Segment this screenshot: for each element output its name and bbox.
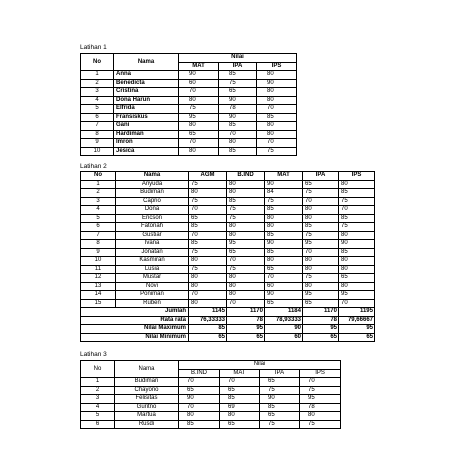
header-nama: Nama (114, 54, 179, 71)
student-name: Mustar (116, 274, 189, 283)
summary-value: 79,66667 (339, 316, 375, 325)
score-cell: 85 (265, 206, 303, 215)
score-cell: 70 (227, 257, 265, 266)
score-cell: 80 (339, 257, 375, 266)
row-number: 13 (81, 282, 116, 291)
score-cell: 80 (303, 206, 339, 215)
table-row (81, 130, 297, 139)
score-cell: 65 (265, 299, 303, 308)
score-cell: 84 (265, 189, 303, 198)
table-row (81, 189, 375, 198)
table-row (81, 386, 341, 395)
row-number: 7 (81, 231, 116, 240)
score-cell: 65 (220, 420, 260, 429)
score-cell: 85 (257, 113, 297, 122)
student-name: Kasmiran (116, 257, 189, 266)
student-name: Lusia (116, 265, 189, 274)
table-row (81, 257, 375, 266)
score-cell: 85 (179, 420, 220, 429)
score-cell: 65 (303, 180, 339, 189)
table-row (81, 265, 375, 274)
score-cell: 85 (189, 223, 227, 232)
score-cell: 70 (257, 105, 297, 114)
header-subject: B.IND (179, 369, 220, 378)
score-cell: 70 (339, 299, 375, 308)
score-cell: 85 (219, 122, 257, 131)
score-cell: 80 (339, 282, 375, 291)
score-cell: 80 (189, 257, 227, 266)
latihan-1-title: Latihan 1 (80, 44, 107, 51)
header-subject: B.IND (227, 172, 265, 181)
table-row (81, 214, 375, 223)
table-row (81, 206, 375, 215)
summary-row (81, 333, 375, 342)
table-row (81, 299, 375, 308)
score-cell: 80 (300, 412, 341, 421)
score-cell: 80 (189, 274, 227, 283)
summary-value: 95 (303, 325, 339, 334)
student-name: Caprio (116, 197, 189, 206)
score-cell: 80 (303, 214, 339, 223)
student-name: Poniman (116, 291, 189, 300)
score-cell: 80 (227, 223, 265, 232)
score-cell: 75 (219, 79, 257, 88)
score-cell: 60 (179, 79, 219, 88)
table-row (81, 105, 297, 114)
summary-label: Jumlah (81, 308, 189, 317)
score-cell: 80 (189, 299, 227, 308)
score-cell: 75 (227, 265, 265, 274)
row-number: 5 (81, 214, 116, 223)
row-number: 1 (81, 71, 114, 80)
summary-row (81, 316, 375, 325)
score-cell: 80 (339, 231, 375, 240)
score-cell: 90 (265, 240, 303, 249)
summary-value: 1184 (265, 308, 303, 317)
row-number: 2 (81, 386, 115, 395)
student-name: Guritno (115, 403, 179, 412)
student-name: Benedicta (114, 79, 179, 88)
row-number: 3 (81, 197, 116, 206)
score-cell: 70 (189, 231, 227, 240)
student-name: Chayono (115, 386, 179, 395)
score-cell: 95 (227, 240, 265, 249)
row-number: 5 (81, 105, 114, 114)
score-cell: 80 (219, 139, 257, 148)
summary-value: 95 (227, 325, 265, 334)
row-number: 14 (81, 291, 116, 300)
score-cell: 80 (179, 412, 220, 421)
score-cell: 85 (339, 248, 375, 257)
row-number: 1 (81, 378, 115, 387)
score-cell: 80 (179, 122, 219, 131)
student-name: Ariyuda (116, 180, 189, 189)
score-cell: 85 (339, 189, 375, 198)
table-row (81, 282, 375, 291)
header-nilai: Nilai (179, 361, 341, 370)
row-number: 8 (81, 240, 116, 249)
row-number: 10 (81, 257, 116, 266)
score-cell: 70 (189, 291, 227, 300)
row-number: 4 (81, 403, 115, 412)
score-cell: 75 (303, 189, 339, 198)
score-cell: 80 (257, 130, 297, 139)
header-subject: IPA (260, 369, 300, 378)
table-row (81, 403, 341, 412)
score-cell: 80 (265, 223, 303, 232)
table-row (81, 395, 341, 404)
row-number: 2 (81, 189, 116, 198)
score-cell: 70 (265, 274, 303, 283)
score-cell: 70 (300, 378, 341, 387)
summary-value: 65 (303, 333, 339, 342)
header-nama: Nama (115, 361, 179, 378)
score-cell: 75 (339, 223, 375, 232)
score-cell: 85 (260, 403, 300, 412)
score-cell: 75 (303, 231, 339, 240)
summary-value: 78,93333 (265, 316, 303, 325)
student-name: Gustiar (116, 231, 189, 240)
student-name: Imron (114, 139, 179, 148)
header-subject: IPA (303, 172, 339, 181)
student-name: Dona Harun (114, 96, 179, 105)
table-row (81, 197, 375, 206)
score-cell: 70 (179, 139, 219, 148)
score-cell: 70 (227, 299, 265, 308)
student-name: Ericson (116, 214, 189, 223)
table-row (81, 420, 341, 429)
score-cell: 90 (179, 71, 219, 80)
row-number: 5 (81, 412, 115, 421)
score-cell: 65 (260, 378, 300, 387)
latihan-2-table (80, 171, 375, 342)
score-cell: 69 (220, 403, 260, 412)
summary-value: 76,33333 (189, 316, 227, 325)
row-number: 6 (81, 223, 116, 232)
student-name: Novi (116, 282, 189, 291)
score-cell: 75 (265, 197, 303, 206)
header-subject: MAT (179, 62, 219, 71)
score-cell: 90 (179, 395, 220, 404)
row-number: 4 (81, 206, 116, 215)
header-subject: IPA (219, 62, 257, 71)
header-subject: MAT (265, 172, 303, 181)
header-subject: AGM (189, 172, 227, 181)
table-row (81, 240, 375, 249)
score-cell: 75 (189, 248, 227, 257)
header-no: No (81, 361, 115, 378)
table-row (81, 122, 297, 131)
score-cell: 70 (303, 197, 339, 206)
table-row (81, 378, 341, 387)
score-cell: 65 (220, 386, 260, 395)
row-number: 3 (81, 88, 114, 97)
score-cell: 85 (265, 248, 303, 257)
score-cell: 75 (179, 105, 219, 114)
header-nilai: Nilai (179, 54, 297, 63)
row-number: 1 (81, 180, 116, 189)
score-cell: 85 (339, 214, 375, 223)
table-row (81, 96, 297, 105)
summary-label: Rata rata (81, 316, 189, 325)
student-name: Rusdi (115, 420, 179, 429)
summary-value: 65 (189, 333, 227, 342)
score-cell: 70 (179, 378, 220, 387)
student-name: Jonatan (116, 248, 189, 257)
table-row (81, 147, 297, 156)
score-cell: 65 (227, 248, 265, 257)
summary-value: 65 (227, 333, 265, 342)
score-cell: 80 (339, 265, 375, 274)
score-cell: 80 (303, 282, 339, 291)
score-cell: 80 (257, 122, 297, 131)
header-subject: IPS (339, 172, 375, 181)
score-cell: 80 (227, 180, 265, 189)
row-number: 12 (81, 274, 116, 283)
score-cell: 80 (220, 412, 260, 421)
table-row (81, 113, 297, 122)
summary-row (81, 325, 375, 334)
score-cell: 90 (339, 240, 375, 249)
summary-value: 60 (265, 333, 303, 342)
score-cell: 70 (257, 139, 297, 148)
score-cell: 70 (303, 248, 339, 257)
score-cell: 80 (179, 147, 219, 156)
score-cell: 85 (220, 395, 260, 404)
student-name: Ivana (116, 240, 189, 249)
summary-value: 95 (339, 325, 375, 334)
student-name: Elfrida (114, 105, 179, 114)
student-name: Dona (116, 206, 189, 215)
score-cell: 75 (189, 265, 227, 274)
score-cell: 80 (303, 265, 339, 274)
table-row (81, 291, 375, 300)
summary-value: 1170 (227, 308, 265, 317)
score-cell: 75 (227, 214, 265, 223)
score-cell: 80 (339, 180, 375, 189)
row-number: 4 (81, 96, 114, 105)
score-cell: 95 (339, 291, 375, 300)
student-name: Cristina (114, 88, 179, 97)
score-cell: 75 (257, 147, 297, 156)
score-cell: 75 (300, 420, 341, 429)
row-number: 6 (81, 113, 114, 122)
student-name: Jesica (114, 147, 179, 156)
score-cell: 80 (179, 96, 219, 105)
score-cell: 65 (189, 214, 227, 223)
score-cell: 80 (189, 282, 227, 291)
score-cell: 80 (303, 257, 339, 266)
score-cell: 65 (303, 299, 339, 308)
summary-label: Nilai Maximum (81, 325, 189, 334)
student-name: Felisitas (115, 395, 179, 404)
row-number: 11 (81, 265, 116, 274)
score-cell: 75 (227, 206, 265, 215)
score-cell: 90 (257, 79, 297, 88)
latihan-1-table (80, 53, 297, 156)
summary-value: 78 (303, 316, 339, 325)
student-name: Martua (115, 412, 179, 421)
score-cell: 75 (260, 386, 300, 395)
header-no: No (81, 172, 116, 181)
score-cell: 75 (300, 386, 341, 395)
score-cell: 85 (227, 197, 265, 206)
row-number: 10 (81, 147, 114, 156)
row-number: 2 (81, 79, 114, 88)
table-row (81, 139, 297, 148)
summary-value: 1195 (339, 308, 375, 317)
score-cell: 70 (339, 206, 375, 215)
row-number: 8 (81, 130, 114, 139)
summary-value: 1145 (189, 308, 227, 317)
row-number: 15 (81, 299, 116, 308)
score-cell: 65 (260, 412, 300, 421)
score-cell: 85 (265, 231, 303, 240)
score-cell: 60 (265, 282, 303, 291)
student-name: Fransiskus (114, 113, 179, 122)
table-row (81, 274, 375, 283)
score-cell: 85 (189, 240, 227, 249)
row-number: 3 (81, 395, 115, 404)
score-cell: 65 (265, 265, 303, 274)
header-subject: IPS (300, 369, 341, 378)
latihan-2-title: Latihan 2 (80, 163, 107, 170)
table-row (81, 231, 375, 240)
row-number: 6 (81, 420, 115, 429)
score-cell: 70 (219, 130, 257, 139)
score-cell: 75 (189, 180, 227, 189)
row-number: 9 (81, 139, 114, 148)
score-cell: 65 (339, 274, 375, 283)
score-cell: 80 (265, 257, 303, 266)
summary-label: Nilai Minimum (81, 333, 189, 342)
score-cell: 65 (179, 386, 220, 395)
score-cell: 80 (257, 71, 297, 80)
summary-value: 78 (227, 316, 265, 325)
score-cell: 90 (219, 96, 257, 105)
score-cell: 95 (300, 395, 341, 404)
header-subject: IPS (257, 62, 297, 71)
table-row (81, 412, 341, 421)
latihan-3-title: Latihan 3 (80, 351, 107, 358)
score-cell: 65 (179, 130, 219, 139)
summary-value: 85 (189, 325, 227, 334)
table-row (81, 248, 375, 257)
header-nama: Nama (116, 172, 189, 181)
score-cell: 75 (303, 274, 339, 283)
score-cell: 90 (265, 180, 303, 189)
student-name: Ruben (116, 299, 189, 308)
table-row (81, 71, 297, 80)
score-cell: 80 (227, 282, 265, 291)
score-cell: 75 (189, 197, 227, 206)
summary-value: 90 (265, 325, 303, 334)
student-name: Hardiman (114, 130, 179, 139)
student-name: Gani (114, 122, 179, 131)
score-cell: 80 (265, 214, 303, 223)
score-cell: 78 (219, 105, 257, 114)
score-cell: 78 (300, 403, 341, 412)
row-number: 9 (81, 248, 116, 257)
score-cell: 80 (227, 291, 265, 300)
student-name: Fatonah (116, 223, 189, 232)
score-cell: 95 (303, 291, 339, 300)
score-cell: 85 (219, 71, 257, 80)
row-number: 7 (81, 122, 114, 131)
summary-value: 65 (339, 333, 375, 342)
score-cell: 70 (220, 378, 260, 387)
score-cell: 80 (257, 88, 297, 97)
score-cell: 90 (265, 291, 303, 300)
table-row (81, 180, 375, 189)
student-name: Budiman (115, 378, 179, 387)
header-subject: MAT (220, 369, 260, 378)
summary-value: 1170 (303, 308, 339, 317)
student-name: Budiman (116, 189, 189, 198)
score-cell: 70 (189, 206, 227, 215)
score-cell: 75 (339, 197, 375, 206)
table-row (81, 79, 297, 88)
score-cell: 70 (179, 88, 219, 97)
score-cell: 80 (227, 231, 265, 240)
student-name: Anna (114, 71, 179, 80)
score-cell: 95 (179, 113, 219, 122)
score-cell: 80 (227, 274, 265, 283)
score-cell: 85 (303, 223, 339, 232)
score-cell: 85 (219, 147, 257, 156)
score-cell: 95 (303, 240, 339, 249)
score-cell: 80 (227, 189, 265, 198)
summary-row (81, 308, 375, 317)
score-cell: 90 (219, 113, 257, 122)
latihan-3-table (80, 360, 341, 429)
score-cell: 80 (257, 96, 297, 105)
score-cell: 65 (219, 88, 257, 97)
header-no: No (81, 54, 114, 71)
score-cell: 75 (260, 420, 300, 429)
score-cell: 80 (189, 189, 227, 198)
score-cell: 90 (260, 395, 300, 404)
score-cell: 70 (179, 403, 220, 412)
table-row (81, 88, 297, 97)
table-row (81, 223, 375, 232)
